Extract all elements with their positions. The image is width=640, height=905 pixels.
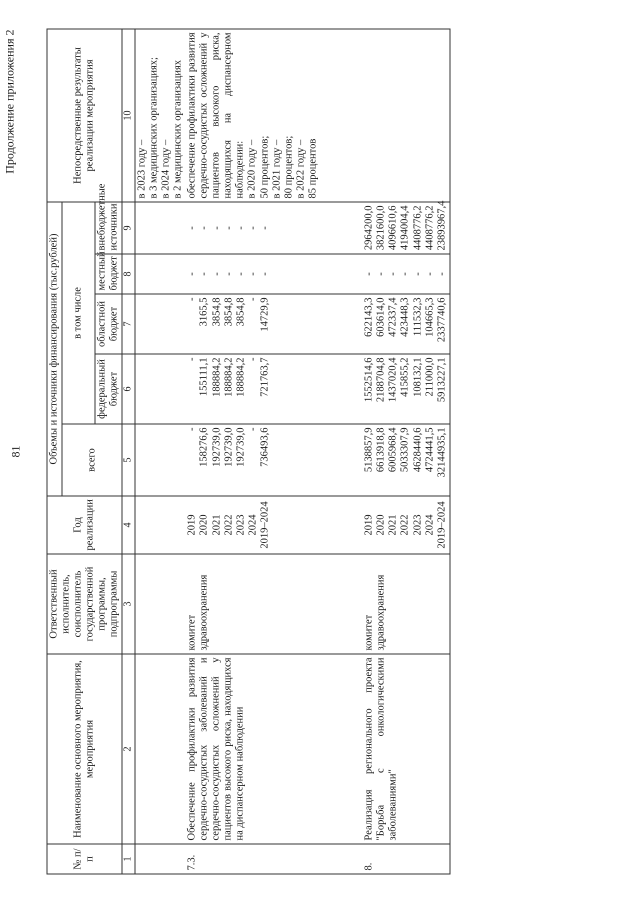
header-regional: областной бюджет (95, 294, 122, 354)
value-cell: 2964200,0 (363, 205, 375, 251)
value-cell: - (259, 226, 271, 230)
value-cell: - (399, 272, 411, 276)
value-cell: 4724441,5 (424, 427, 436, 473)
header-name: Наименование основного мероприятия, мероприятия (47, 654, 122, 844)
value-cell: - (186, 357, 198, 361)
year: 2019 (186, 514, 198, 536)
header-funding: Объемы и источники финансирования (тыс.рублей) (47, 202, 62, 496)
page-number: 81 (8, 445, 23, 458)
value-cell: 1437020,4 (387, 357, 399, 403)
value-cell: 5913227,1 (436, 357, 448, 403)
value-cell: 622143,3 (363, 297, 375, 337)
year: 2023 (412, 514, 424, 536)
year: 2019 (363, 514, 375, 536)
value-cell: - (198, 272, 210, 276)
year: 2022 (223, 514, 235, 536)
col-number: 8 (122, 254, 135, 294)
result-line: в 2020 году – (246, 139, 258, 199)
value-cell: 3165,5 (198, 297, 210, 327)
years-list (186, 496, 321, 554)
col-number: 5 (122, 424, 135, 496)
value-cell: 5033307,9 (399, 427, 411, 473)
year: 2021 (387, 514, 399, 536)
value-cell: - (235, 272, 247, 276)
regional-values (186, 294, 321, 354)
value-cell: - (424, 272, 436, 276)
value-cell: 3854,8 (235, 297, 247, 327)
federal-values (186, 354, 321, 424)
extra-values (186, 202, 321, 254)
value-cell: 158276,6 (198, 427, 210, 467)
value-cell: 188884,2 (211, 357, 222, 397)
executor: комитет здравоохранения (186, 554, 321, 654)
year: 2022 (399, 514, 411, 536)
prior-results (135, 29, 186, 202)
value-cell: - (247, 226, 259, 230)
value-cell: - (247, 272, 259, 276)
value-cell: 192739,0 (223, 427, 235, 467)
value-cell: - (247, 297, 259, 301)
value-cell: 3854,8 (211, 297, 222, 327)
value-cell: - (375, 272, 387, 276)
value-cell: - (223, 272, 235, 276)
value-cell: 5138857,9 (363, 427, 375, 473)
header-federal: федеральный бюджет (95, 354, 122, 424)
result-line: 50 процентов; (259, 135, 270, 199)
value-cell: 14729,9 (259, 297, 271, 332)
col-number: 4 (122, 496, 135, 554)
col-number: 9 (122, 202, 135, 254)
value-cell: 3821600,0 (375, 205, 387, 251)
value-cell: 472337,4 (387, 297, 399, 337)
value-cell: - (186, 226, 198, 230)
year: 2023 (235, 514, 247, 536)
col-number: 1 (122, 844, 135, 874)
measure-result (362, 29, 450, 202)
measure-name: Обеспечение профилактики развития сердечно-сосудистых заболеваний и сердечно-сосудистых осложнений у пациентов высокого риска, находящихся на диспансерном наблюдении (186, 654, 321, 844)
value-cell: 104665,3 (424, 297, 436, 337)
result-line: в 2021 году – (271, 139, 283, 199)
result-line: обеспечение профилактики развития сердечно-сосудистых осложнений у пациентов высокого риска, находящихся на диспансерном наблюдении: (186, 32, 246, 199)
value-cell: 603614,0 (375, 297, 387, 337)
value-cell: - (412, 272, 424, 276)
regional-values (362, 294, 450, 354)
value-cell: 4096610,6 (387, 205, 399, 251)
value-cell: 3854,8 (223, 297, 235, 327)
row-number: 7.3. (186, 844, 321, 874)
value-cell: 111532,3 (412, 297, 424, 337)
result-line: в 2023 году – (136, 139, 148, 199)
value-cell: - (436, 272, 448, 276)
year: 2024 (247, 514, 259, 536)
row-number: 8. (362, 844, 450, 874)
value-cell: 192739,0 (235, 427, 247, 467)
value-cell: 192739,0 (211, 427, 222, 467)
col-number: 7 (122, 294, 135, 354)
year: 2020 (198, 514, 210, 536)
header-total: всего (62, 424, 122, 496)
document-page (1, 0, 640, 905)
value-cell: - (235, 226, 247, 230)
value-cell: 415855,2 (399, 357, 411, 397)
value-cell: 736493,6 (259, 427, 271, 467)
header-results: Непосредственные результаты реализации мероприятия (47, 29, 122, 202)
value-cell: - (211, 226, 222, 230)
header-extra: внебюджетные источники (95, 202, 122, 254)
value-cell: - (186, 272, 198, 276)
year: 2021 (211, 514, 222, 536)
total-values (186, 424, 321, 496)
value-cell: - (387, 272, 399, 276)
value-cell: 4408776,2 (424, 205, 436, 251)
value-cell: - (247, 357, 259, 361)
extra-values (362, 202, 450, 254)
value-cell: 6613918,8 (375, 427, 387, 473)
value-cell: 721763,7 (259, 357, 271, 397)
result-line: в 2024 году – (160, 139, 172, 199)
value-cell: 6005968,4 (387, 427, 399, 473)
measure-name: Реализация регионального проекта "Борьба с онкологическими заболеваниями" (362, 654, 450, 844)
value-cell: 1552514,6 (363, 357, 375, 403)
value-cell: - (247, 427, 259, 431)
value-cell: - (186, 427, 198, 431)
col-number: 3 (122, 554, 135, 654)
header-year: Год реализации (47, 496, 122, 554)
col-number: 10 (122, 29, 135, 202)
federal-values (362, 354, 450, 424)
value-cell: - (186, 297, 198, 301)
header-including: в том числе (62, 202, 95, 424)
col-number: 6 (122, 354, 135, 424)
years-list (362, 496, 450, 554)
value-cell: 2188704,8 (375, 357, 387, 403)
value-cell: 4408776,2 (412, 205, 424, 251)
value-cell: 423448,3 (399, 297, 411, 337)
header-num: № п/п (47, 844, 122, 874)
result-line: 80 процентов; (283, 135, 295, 199)
value-cell: 2337740,6 (436, 297, 448, 343)
budget-table (47, 28, 451, 874)
total-values (362, 424, 450, 496)
value-cell: 155111,1 (198, 357, 210, 397)
value-cell: - (259, 272, 271, 276)
year: 2019–2024 (259, 501, 271, 549)
value-cell: 23893967,4 (436, 200, 448, 251)
value-cell: 108132,1 (412, 357, 424, 397)
year: 2020 (375, 514, 387, 536)
continuation-label: Продолжение приложения 2 (2, 29, 17, 174)
header-executor: Ответственный исполнитель, соисполнитель государственной программы, подпрограммы (47, 554, 122, 654)
value-cell: 4628440,6 (412, 427, 424, 473)
executor: комитет здравоохранения (362, 554, 450, 654)
value-cell: 211000,0 (424, 357, 436, 397)
value-cell: - (223, 226, 235, 230)
col-number: 2 (122, 654, 135, 844)
year: 2019–2024 (436, 501, 448, 549)
year: 2024 (424, 514, 436, 536)
measure-result (186, 29, 321, 202)
result-line: в 2022 году – (295, 139, 307, 199)
local-values (186, 254, 321, 294)
value-cell: - (363, 272, 375, 276)
result-line: в 2 медицинских организациях (172, 59, 184, 199)
value-cell: 188884,2 (223, 357, 235, 397)
local-values (362, 254, 450, 294)
result-line: в 3 медицинских организациях; (148, 57, 160, 199)
header-local: местный бюджет (95, 254, 122, 294)
value-cell: 4194004,4 (399, 205, 411, 251)
value-cell: - (198, 226, 210, 230)
result-line: 85 процентов (307, 138, 319, 199)
value-cell: - (211, 272, 222, 276)
value-cell: 32144935,1 (436, 427, 448, 478)
value-cell: 188884,2 (235, 357, 247, 397)
